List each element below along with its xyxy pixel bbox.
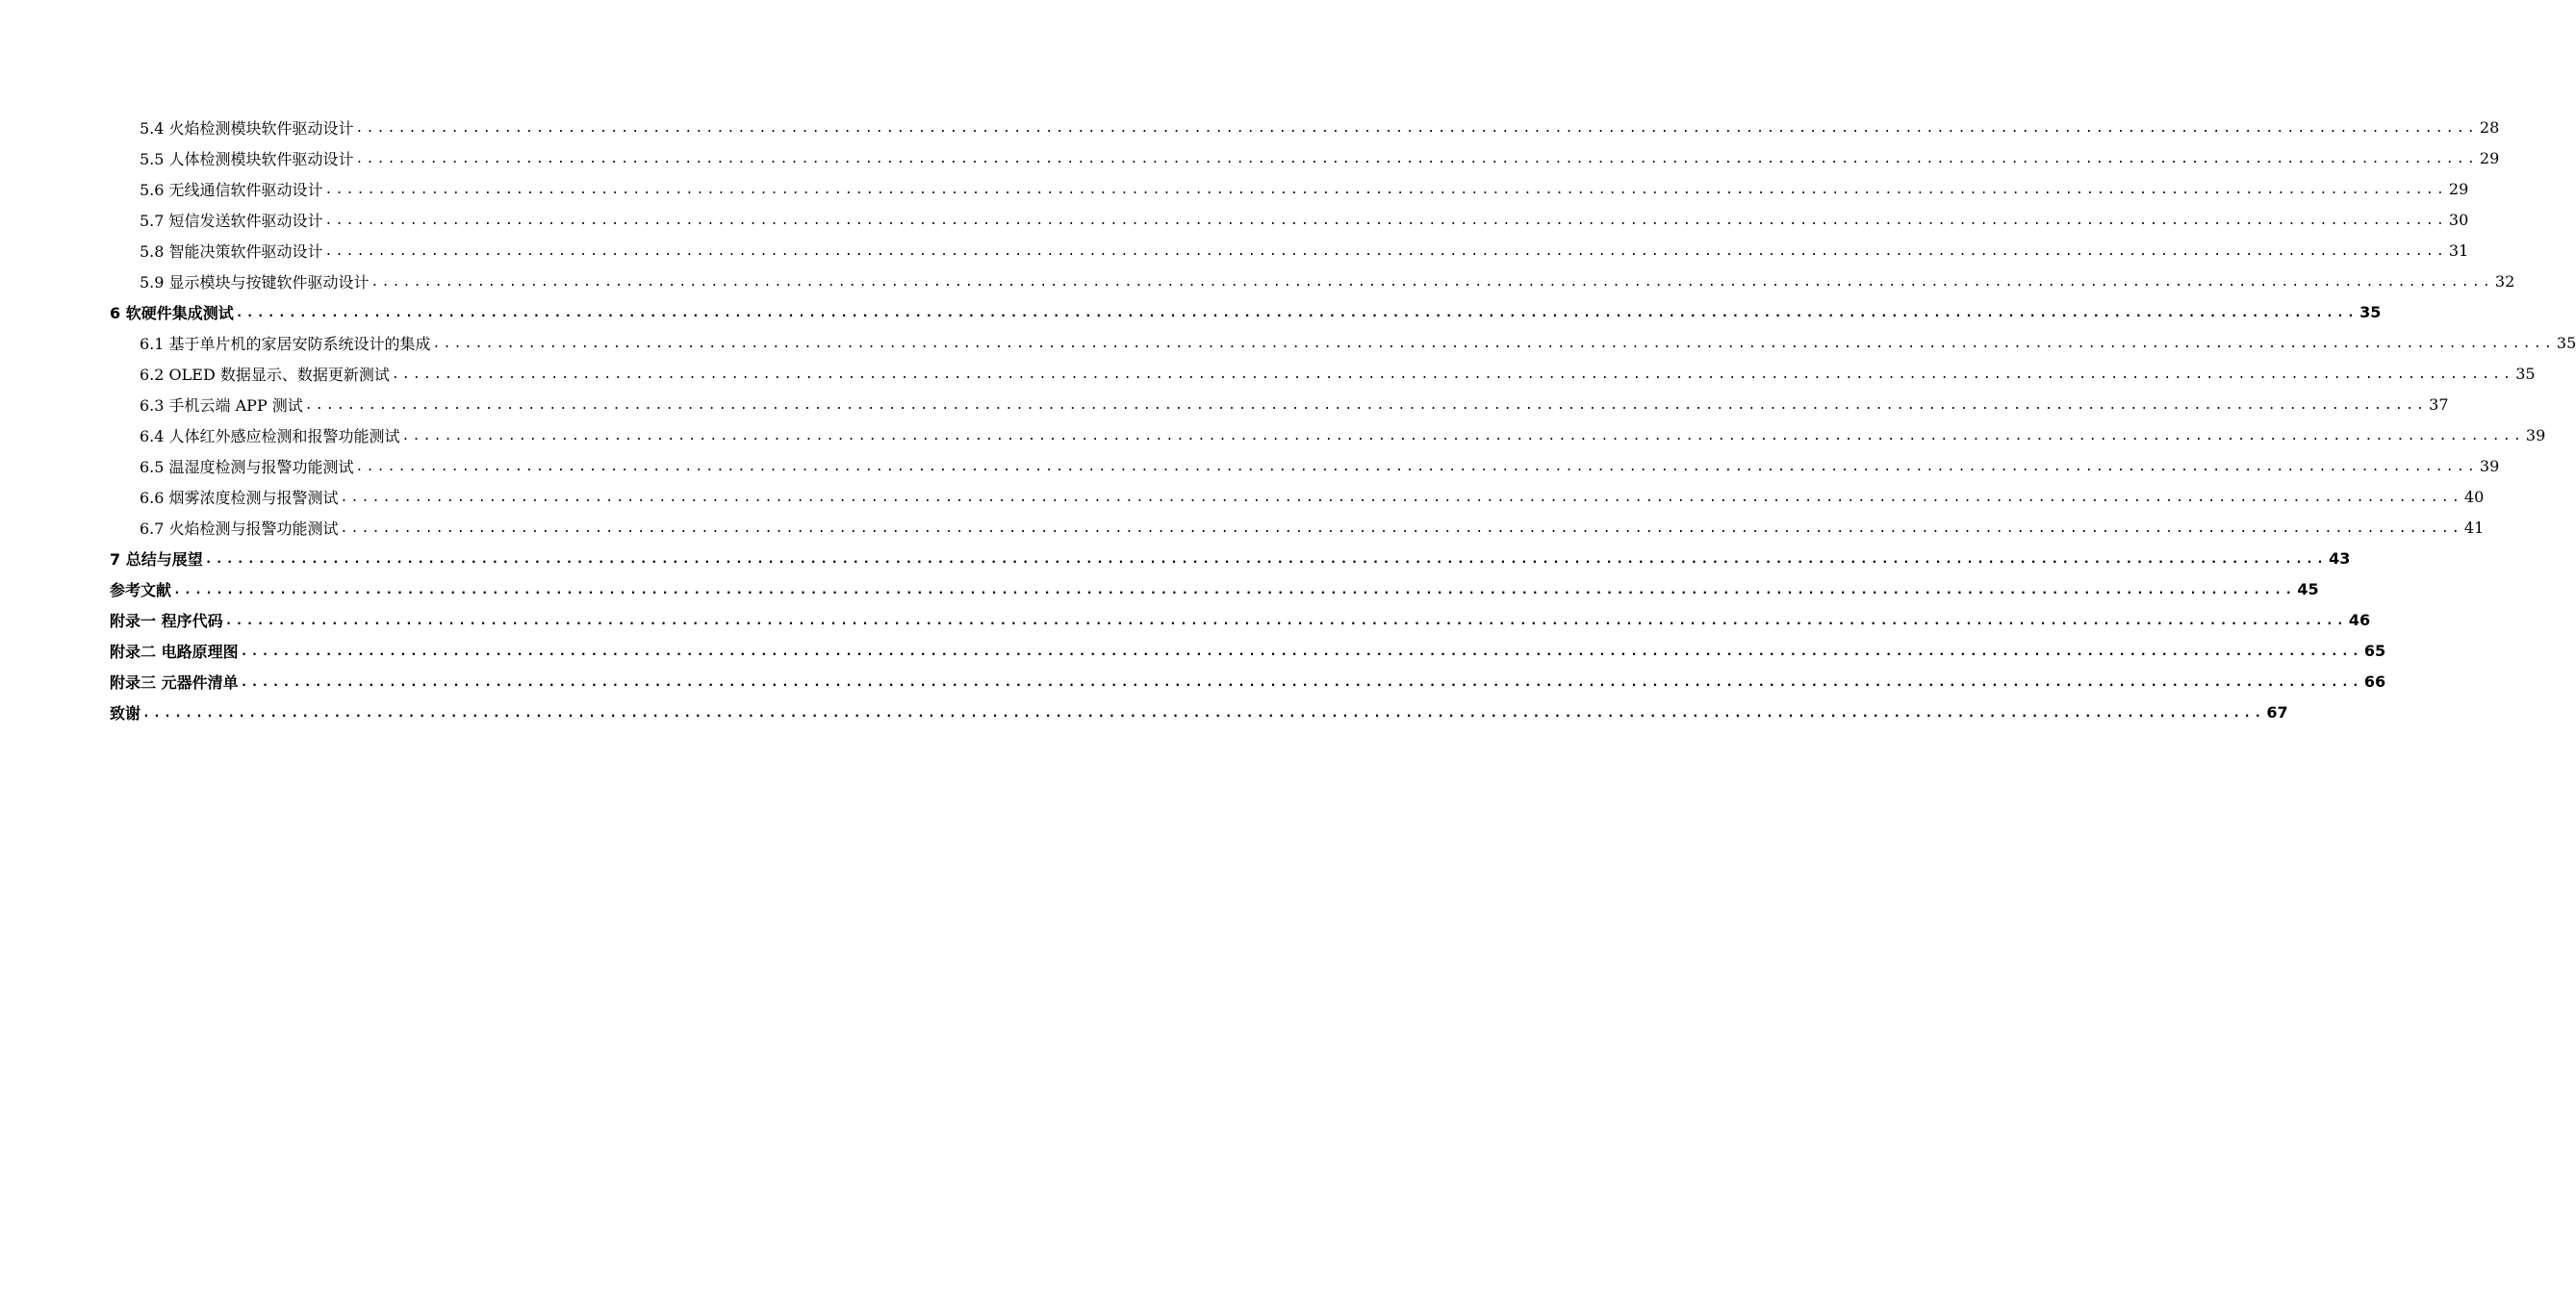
toc-entry-page: 29 bbox=[2479, 148, 2500, 167]
toc-entry-page: 35 bbox=[2515, 364, 2536, 383]
toc-entry-page: 35 bbox=[2359, 302, 2382, 321]
toc-entry-title: 6 软硬件集成测试 bbox=[110, 303, 234, 322]
toc-entry[interactable] bbox=[0, 327, 2576, 358]
toc-leader-dots: ........................................................................................................................................................................................................ bbox=[355, 152, 2478, 166]
toc-leader-dots: ........................................................................................................................................................................................................ bbox=[324, 244, 2447, 259]
toc-leader-dots: ........................................................................................................................................................................................................ bbox=[340, 491, 2462, 505]
toc-entry-title: 7 总结与展望 bbox=[110, 549, 203, 569]
toc-leader-dots: ........................................................................................................................................................................................................ bbox=[370, 275, 2493, 290]
toc-entry[interactable] bbox=[0, 635, 2386, 666]
toc-entry-page: 40 bbox=[2463, 487, 2485, 506]
toc-leader-dots: ........................................................................................................................................................................................................ bbox=[324, 183, 2447, 197]
toc-entry-title: 参考文献 bbox=[110, 580, 172, 599]
toc-entry[interactable] bbox=[0, 142, 2500, 173]
toc-entry-title: 6.4 人体红外感应检测和报警功能测试 bbox=[140, 426, 400, 445]
toc-leader-dots: ........................................................................................................................................................................................................ bbox=[240, 645, 2362, 659]
toc-leader-dots: ........................................................................................................................................................................................................ bbox=[324, 214, 2447, 228]
toc-leader-dots: ........................................................................................................................................................................................................ bbox=[401, 429, 2524, 444]
toc-entry[interactable] bbox=[0, 573, 2319, 604]
toc-entry-title: 5.5 人体检测模块软件驱动设计 bbox=[140, 149, 354, 168]
toc-entry[interactable] bbox=[0, 358, 2536, 389]
toc-entry-page: 66 bbox=[2363, 672, 2386, 691]
toc-entry-page: 67 bbox=[2266, 702, 2288, 722]
toc-entry-title: 5.7 短信发送软件驱动设计 bbox=[140, 211, 323, 230]
toc-entry[interactable] bbox=[0, 266, 2515, 296]
toc-leader-dots: ........................................................................................................................................................................................................ bbox=[432, 337, 2555, 351]
toc-entry[interactable] bbox=[0, 450, 2500, 481]
toc-entry-title: 6.1 基于单片机的家居安防系统设计的集成 bbox=[140, 334, 431, 353]
toc-entry-title: 5.4 火焰检测模块软件驱动设计 bbox=[140, 118, 354, 138]
toc-entry-page: 30 bbox=[2448, 210, 2469, 229]
toc-entry[interactable] bbox=[0, 666, 2386, 697]
toc-entry-title: 5.8 智能决策软件驱动设计 bbox=[140, 241, 323, 261]
toc-entry[interactable] bbox=[0, 543, 2351, 573]
toc-leader-dots: ........................................................................................................................................................................................................ bbox=[173, 583, 2296, 597]
toc-entry-title: 6.6 烟雾浓度检测与报警测试 bbox=[140, 488, 339, 507]
toc-entry[interactable] bbox=[0, 296, 2382, 327]
toc-leader-dots: ........................................................................................................................................................................................................ bbox=[355, 460, 2478, 474]
toc-entry-title: 6.5 温湿度检测与报警功能测试 bbox=[140, 457, 354, 476]
toc-entry-page: 39 bbox=[2479, 456, 2500, 475]
toc-entry[interactable] bbox=[0, 481, 2485, 512]
toc-leader-dots: ........................................................................................................................................................................................................ bbox=[340, 521, 2462, 536]
toc-entry-title: 附录一 程序代码 bbox=[110, 611, 223, 630]
toc-entry-page: 41 bbox=[2463, 518, 2485, 537]
toc-entry-title: 5.9 显示模块与按键软件驱动设计 bbox=[140, 272, 370, 292]
toc-entry-page: 32 bbox=[2494, 271, 2515, 291]
toc-leader-dots: ........................................................................................................................................................................................................ bbox=[304, 398, 2428, 413]
toc-leader-dots: ........................................................................................................................................................................................................ bbox=[142, 706, 2265, 721]
toc-entry-title: 6.7 火焰检测与报警功能测试 bbox=[140, 519, 339, 538]
toc-leader-dots: ........................................................................................................................................................................................................ bbox=[204, 552, 2328, 567]
toc-entry[interactable] bbox=[0, 389, 2449, 419]
toc-entry-title: 附录三 元器件清单 bbox=[110, 672, 239, 692]
toc-leader-dots: ........................................................................................................................................................................................................ bbox=[235, 306, 2359, 320]
table-of-contents bbox=[0, 112, 2576, 727]
toc-entry-page: 43 bbox=[2329, 548, 2351, 568]
toc-entry[interactable] bbox=[0, 419, 2546, 450]
toc-entry[interactable] bbox=[0, 204, 2469, 235]
toc-entry[interactable] bbox=[0, 112, 2500, 142]
toc-entry-page: 37 bbox=[2429, 394, 2449, 414]
toc-leader-dots: ........................................................................................................................................................................................................ bbox=[240, 675, 2362, 690]
toc-leader-dots: ........................................................................................................................................................................................................ bbox=[355, 121, 2478, 136]
toc-entry-title: 5.6 无线通信软件驱动设计 bbox=[140, 180, 323, 199]
toc-entry-title: 附录二 电路原理图 bbox=[110, 642, 239, 661]
toc-entry-page: 45 bbox=[2297, 579, 2319, 598]
toc-leader-dots: ........................................................................................................................................................................................................ bbox=[224, 614, 2347, 628]
toc-entry-title: 致谢 bbox=[110, 703, 141, 723]
toc-entry[interactable] bbox=[0, 512, 2485, 543]
toc-entry-page: 65 bbox=[2363, 641, 2386, 660]
toc-entry-page: 35 bbox=[2556, 333, 2576, 352]
toc-entry-title: 6.3 手机云端 APP 测试 bbox=[140, 395, 303, 415]
toc-entry[interactable] bbox=[0, 173, 2469, 204]
toc-entry-page: 39 bbox=[2525, 425, 2546, 444]
toc-entry[interactable] bbox=[0, 604, 2371, 635]
toc-entry-title: 6.2 OLED 数据显示、数据更新测试 bbox=[140, 365, 390, 384]
toc-entry[interactable] bbox=[0, 235, 2469, 266]
toc-entry-page: 31 bbox=[2448, 241, 2469, 260]
toc-entry-page: 28 bbox=[2479, 117, 2500, 137]
toc-entry[interactable] bbox=[0, 697, 2288, 727]
toc-entry-page: 46 bbox=[2348, 610, 2371, 629]
toc-leader-dots: ........................................................................................................................................................................................................ bbox=[391, 368, 2514, 382]
toc-entry-page: 29 bbox=[2448, 179, 2469, 198]
